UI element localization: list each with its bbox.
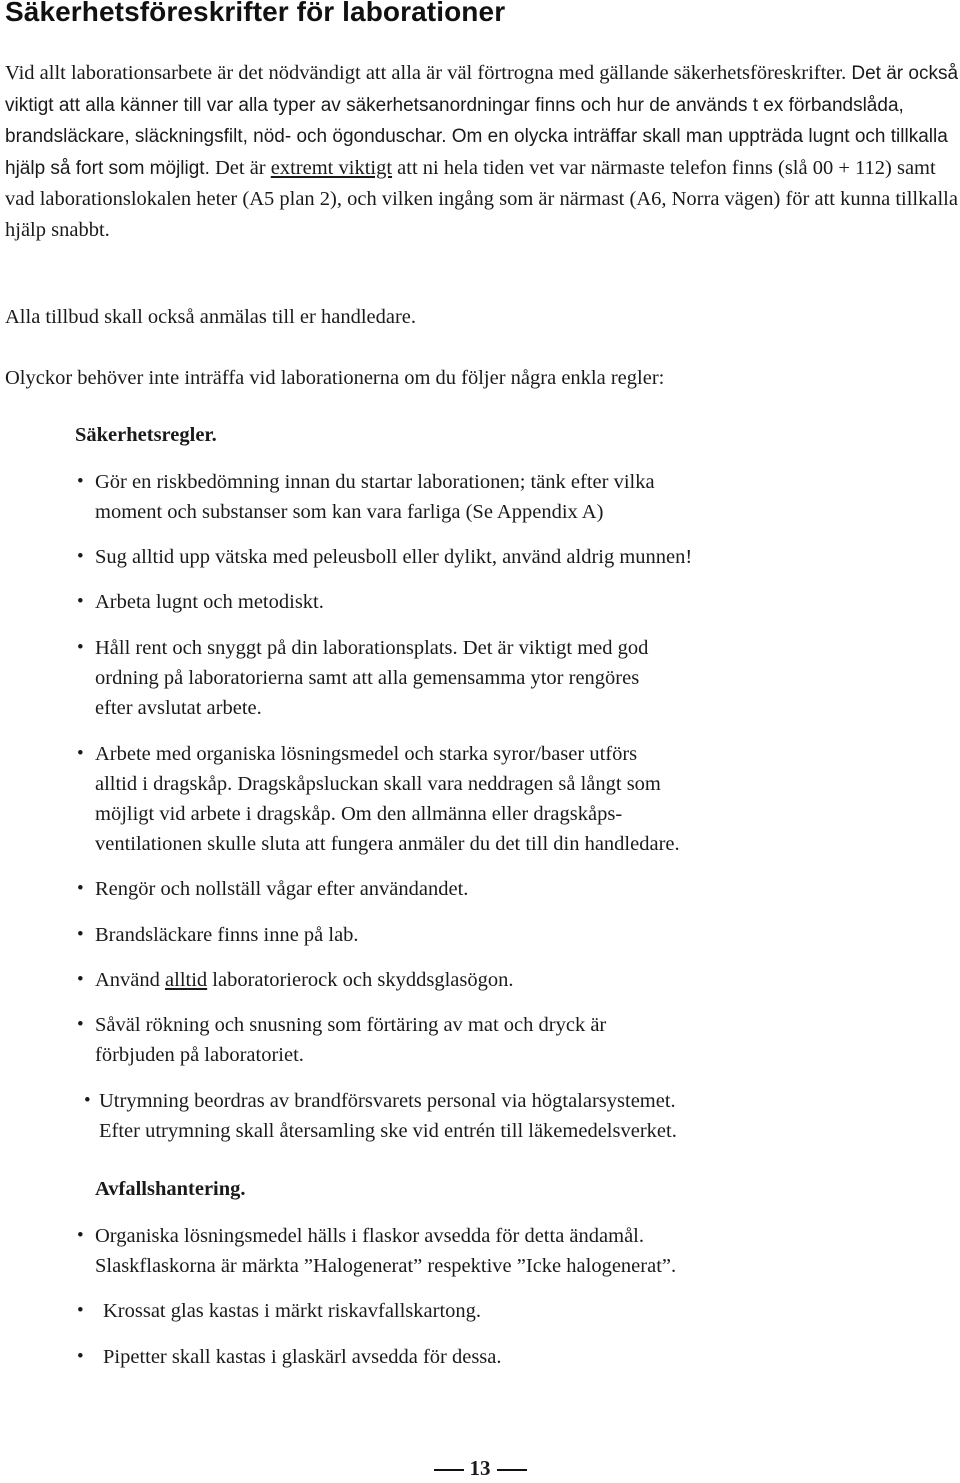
para-olyckor: Olyckor behöver inte inträffa vid laborationerna om du följer några enkla regler: — [5, 367, 665, 389]
rule-item-10 — [99, 1086, 677, 1146]
rule-1-line-2: moment och substanser som kan vara farliga (Se Appendix A) — [95, 501, 604, 523]
rule-8-post: laboratorierock och skyddsglasögon. — [207, 969, 514, 991]
waste-item-3 — [103, 1342, 502, 1372]
rule-item-6 — [95, 874, 468, 904]
bullet: • — [77, 471, 84, 492]
rule-7-line-1: Brandsläckare finns inne på lab. — [95, 924, 359, 946]
rule-10-line-2: Efter utrymning skall återsamling ske vid entrén till läkemedelsverket. — [99, 1120, 677, 1142]
rule-item-9 — [95, 1010, 606, 1070]
waste-1-line-2: Slaskflaskorna är märkta ”Halogenerat” respektive ”Icke halogenerat”. — [95, 1255, 677, 1277]
rule-10-line-1: Utrymning beordras av brandförsvarets personal via högtalarsystemet. — [99, 1090, 676, 1112]
page-number: 13 — [469, 1456, 491, 1480]
bullet: • — [77, 924, 84, 945]
intro-part1: Vid allt laborationsarbete är det nödvändigt att alla är väl förtrogna med gällande säkerhetsföreskrifter. — [5, 62, 852, 84]
footer-dash-left — [434, 1469, 464, 1471]
rule-item-2 — [95, 542, 692, 572]
rule-9-line-1: Såväl rökning och snusning som förtäring av mat och dryck är — [95, 1014, 607, 1036]
rule-4-line-3: efter avslutat arbete. — [95, 697, 262, 719]
rule-8-pre: Använd — [95, 969, 166, 991]
rule-6-line-1: Rengör och nollställ vågar efter användandet. — [95, 878, 469, 900]
rules-heading: Säkerhetsregler. — [75, 424, 217, 446]
rule-item-4 — [95, 633, 648, 723]
bullet: • — [84, 1090, 91, 1111]
rule-5-line-2: alltid i dragskåp. Dragskåpsluckan skall vara neddragen så långt som — [95, 773, 661, 795]
rule-item-1 — [95, 467, 655, 527]
bullet: • — [77, 969, 84, 990]
bullet: • — [77, 1346, 84, 1367]
rule-2-line-1: Sug alltid upp vätska med peleusboll eller dylikt, använd aldrig munnen! — [95, 546, 693, 568]
intro-part3: Det är — [209, 156, 271, 179]
intro-part2: Det är också viktigt att alla känner till var alla typer av säkerhetsanordningar finns och hur de används t ex förbandslåda, brandsläckare, släckningsfilt, nöd- och ögonduschar. Om en olycka inträffar skall man uppträda lugnt och tillkalla hjälp så fort som möjligt. — [5, 63, 959, 179]
bullet: • — [77, 1300, 84, 1321]
rule-8-underlined: alltid — [165, 969, 208, 991]
rule-9-line-2: förbjuden på laboratoriet. — [95, 1044, 304, 1066]
rule-3-line-1: Arbeta lugnt och metodiskt. — [95, 591, 324, 613]
intro-emphasis: extremt viktigt — [270, 156, 393, 179]
rule-item-8 — [95, 965, 513, 995]
footer-dash-right — [497, 1469, 527, 1471]
bullet: • — [77, 1225, 84, 1246]
bullet: • — [77, 743, 84, 764]
bullet: • — [77, 878, 84, 899]
rule-5-line-3: möjligt vid arbete i dragskåp. Om den allmänna eller dragskåps- — [95, 803, 623, 825]
para-tillbud: Alla tillbud skall också anmälas till er handledare. — [5, 306, 417, 328]
page-footer — [0, 1456, 960, 1481]
rule-5-line-1: Arbete med organiska lösningsmedel och starka syror/baser utförs — [95, 743, 638, 765]
rule-4-line-2: ordning på laboratorierna samt att alla gemensamma ytor rengöres — [95, 667, 640, 689]
page-title: Säkerhetsföreskrifter för laborationer — [5, 0, 506, 27]
intro-part4: att ni hela tiden vet var närmaste telefon finns (slå 00 + 112) samt vad laborationslokalen heter (A5 plan 2), och vilken ingång som är närmast (A6, Norra vägen) för att kunna tillkalla hjälp snabbt. — [5, 156, 958, 241]
waste-1-line-1: Organiska lösningsmedel hälls i flaskor avsedda för detta ändamål. — [95, 1225, 644, 1247]
waste-3-line-1: Pipetter skall kastas i glaskärl avsedda för dessa. — [103, 1346, 502, 1368]
waste-item-2 — [103, 1296, 481, 1326]
rule-5-line-4: ventilationen skulle sluta att fungera anmäler du det till din handledare. — [95, 833, 680, 855]
bullet: • — [77, 591, 84, 612]
waste-2-line-1: Krossat glas kastas i märkt riskavfallskartong. — [103, 1300, 482, 1322]
rule-1-line-1: Gör en riskbedömning innan du startar laborationen; tänk efter vilka — [95, 471, 655, 493]
waste-item-1 — [95, 1221, 676, 1281]
rule-item-5 — [95, 739, 680, 859]
bullet: • — [77, 1014, 84, 1035]
bullet: • — [77, 637, 84, 658]
bullet: • — [77, 546, 84, 567]
waste-heading: Avfallshantering. — [95, 1178, 246, 1200]
rule-item-3 — [95, 587, 324, 617]
intro-paragraph — [5, 58, 960, 245]
rule-4-line-1: Håll rent och snyggt på din laborationsplats. Det är viktigt med god — [95, 637, 649, 659]
rule-item-7 — [95, 920, 359, 950]
